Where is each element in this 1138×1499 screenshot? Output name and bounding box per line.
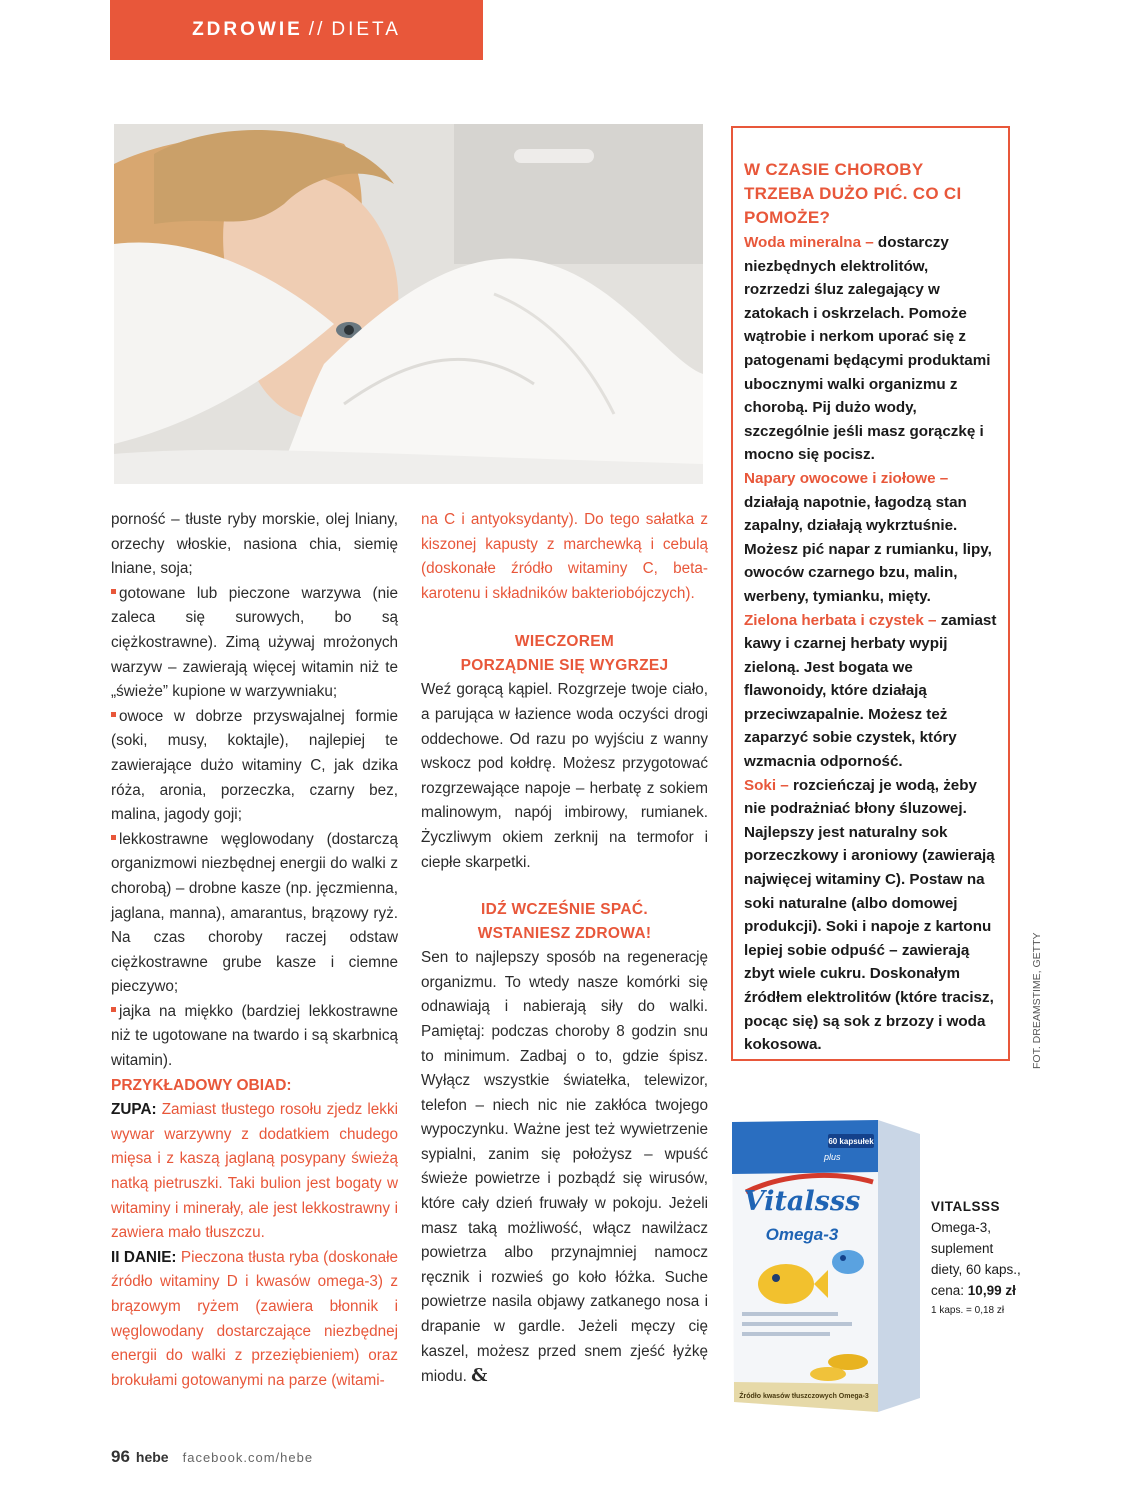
paragraph-text: Sen to najlepszy sposób na regenerację organizmu. To wtedy nasze komórki się odnawiają i nabierają siły do walki. Pamiętaj: podczas choroby 8 godzin snu to minimum. Zadbaj o to, gdzie śpisz. Wyłącz wszystkie światełka, telewizor, telefon – niech nic nie zakłóca twojego wypoczynku. Ważne jest też wywietrzenie sypialni, zanim się położysz – wpuść świeże powietrze i pozbądź się wirusów, które cały dzień fruwały w pokoju. Jeżeli masz taką możliwość, włącz nawilżacz powietrza albo przynajmniej namocz ręcznik i rozwieś go koło łóżka. Suche powietrze nasila objawy zatkanego nosa i drapanie w gardle. Jeżeli męczy cię kaszel, możesz przed snem zjeść łyżkę miodu.	[421, 949, 708, 1386]
article-column-1	[111, 508, 398, 1393]
list-item	[111, 582, 398, 705]
footer-facebook-link[interactable]: facebook.com/hebe	[182, 1450, 314, 1465]
unit-price: 1 kaps. = 0,18 zł	[931, 1305, 1005, 1316]
article-column-2	[421, 508, 708, 1390]
price-label: cena:	[931, 1283, 965, 1298]
sidebar-keyword: Zielona herbata i czystek –	[744, 611, 937, 629]
bullet-square-icon	[111, 712, 116, 717]
supplement-box-illustration	[728, 1112, 924, 1414]
section-header	[110, 0, 483, 60]
sidebar-text: zamiast kawy i czarnej herbaty wypij zieloną. Jest bogata we flawonoidy, które działają przeciwzapalnie. Możesz też zaparzyć sobie czystek, który wzmacnia odporność.	[744, 611, 997, 771]
product-info	[931, 1196, 1041, 1321]
section-heading-evening	[421, 630, 708, 678]
sidebar-text: działają napotnie, łagodzą stan zapalny, działają wykrztuśnie. Możesz pić napar z rumianku, lipy, owoców czarnego bzu, malin, werbeny, tymianku, mięty.	[744, 493, 992, 605]
hero-illustration	[114, 124, 703, 484]
product-desc-line: suplement	[931, 1241, 994, 1256]
sidebar-item	[744, 774, 998, 1057]
paragraph: porność – tłuste ryby morskie, olej lniany, orzechy włoskie, nasiona chia, siemię lniane, soja;	[111, 511, 398, 578]
pack-variant: Omega-3	[765, 1225, 839, 1244]
bullet-square-icon	[111, 835, 116, 840]
page-footer	[111, 1447, 313, 1467]
photo-credit	[1031, 929, 1045, 1069]
product-price-line	[931, 1280, 1041, 1301]
sidebar-text: rozcieńczaj je wodą, żeby nie podrażniać błony śluzowej. Najlepszy jest naturalny sok porzeczkowy i aroniowy (zawierają najwięcej witaminy C). Postaw na soki naturalne (albo domowej produkcji). Soki i napoje z kartonu lepiej sobie odpuść – zawierają zbyt wiele cukru. Doskonałym źródłem elektrolitów (które tracisz, pocąc się) są sok z brzozy i woda kokosowa.	[744, 776, 995, 1054]
product-package-image	[728, 1112, 924, 1414]
photo-credit-text: FOT. DREAMSTIME, GETTY	[1031, 932, 1043, 1069]
product-price: 10,99 zł	[967, 1283, 1016, 1298]
heading-line: IDŹ WCZEŚNIE SPAĆ.	[480, 901, 648, 919]
soup-text: Zamiast tłustego rosołu zjedz lekki wywar warzywny z dodatkiem chudego mięsa i z kaszą jaglaną posypany świeżą natką pietruszki. Taki bulion jest bogaty w witaminy i minerały, ale jest lekkostrawny i zawiera mało tłuszczu.	[111, 1101, 399, 1242]
pack-brand-plus: plus	[824, 1152, 841, 1162]
list-item	[111, 828, 398, 1000]
bullet-square-icon	[111, 589, 116, 594]
sidebar-keyword: Woda mineralna –	[744, 234, 874, 251]
list-item-text: owoce w dobrze przyswajalnej formie (soki, musy, koktajle), najlepiej te zawierające dużo witaminy C, jak dzika róża, aronia, porzeczka, czarny bez, malina, jagody goji;	[111, 707, 398, 824]
hydration-sidebar	[731, 126, 1010, 1061]
product-desc-line: Omega-3,	[931, 1220, 992, 1235]
product-desc-line: diety, 60 kaps.,	[931, 1262, 1021, 1277]
example-dinner-heading: PRZYKŁADOWY OBIAD:	[111, 1076, 292, 1094]
heading-line: PORZĄDNIE SIĘ WYGRZEJ	[460, 657, 669, 675]
section-separator: //	[308, 19, 326, 40]
section-heading-sleep	[421, 898, 708, 946]
heading-line: WSTANIESZ ZDROWA!	[477, 925, 652, 943]
paragraph: Weź gorącą kąpiel. Rozgrzeje twoje ciało, a parująca w łazience woda oczyści drogi oddechowe. Od razu po wyjściu z wanny wskocz pod kołdrę. Możesz przygotować rozgrzewające napoje – herbatę z sokiem malinowym, napój imbirowy, rumianek. Życzliwym okiem zerknij na termofor i ciepłe skarpetki.	[421, 681, 708, 871]
hero-photo-woman-in-bed	[114, 124, 703, 484]
bullet-square-icon	[111, 1007, 116, 1012]
sidebar-keyword: Napary owocowe i ziołowe –	[744, 469, 949, 487]
main-dish-label: II DANIE:	[111, 1248, 177, 1266]
sidebar-item	[744, 609, 998, 774]
main-dish-continued: na C i antyoksydanty). Do tego sałatka z kiszonej kapusty z marchewką i cebulą (doskonałe źródło witaminy C, beta-karotenu i składników bakteriobójczych).	[421, 511, 708, 602]
main-dish-paragraph	[111, 1246, 398, 1394]
list-item-text: jajka na miękko (bardziej lekkostrawne niż te ugotowane na twardo i są skarbnicą witamin).	[111, 1002, 398, 1070]
sidebar-item	[744, 467, 998, 609]
sidebar-title: W CZASIE CHOROBY TRZEBA DUŻO PIĆ. CO CI POMOŻE?	[744, 160, 962, 227]
product-name: VITALSSS	[931, 1199, 1001, 1214]
heading-line: WIECZOREM	[514, 633, 615, 651]
pack-brand: Vitalsss	[743, 1186, 861, 1217]
pack-count-label: 60 kapsułek	[828, 1137, 874, 1146]
list-item	[111, 1000, 398, 1074]
sidebar-keyword: Soki –	[744, 776, 789, 794]
pack-footer-text: Źródło kwasów tłuszczowych Omega-3	[739, 1393, 869, 1400]
soup-label: ZUPA:	[111, 1101, 157, 1119]
section-name: ZDROWIE	[192, 19, 303, 40]
list-item-text: gotowane lub pieczone warzywa (nie zaleca się surowych, bo są ciężkostrawne). Zimą używaj mrożonych warzyw – zawierają więcej witamin niż te „świeże” kupione w warzywniaku;	[111, 584, 398, 701]
sidebar-item	[744, 231, 998, 467]
list-item-text: lekkostrawne węglowodany (dostarczą organizmowi niezbędnej energii do walki z chorobą) – drobne kasze (np. jęczmienna, jaglana, manna), amarantus, brązowy ryż. Na czas choroby raczej odstaw ciężkostrawne grube kasze i ciemne pieczywo;	[111, 830, 398, 996]
paragraph	[421, 946, 708, 1390]
sidebar-text: dostarczy niezbędnych elektrolitów, rozrzedzi śluz zalegający w zatokach i oskrzelach. Pomoże wątrobie i nerkom uporać się z patogenami będącymi produktami ubocznymi walki organizmu z chorobą. Pij dużo wody, szczególnie jeśli masz gorączkę i mocno się pocisz.	[744, 234, 991, 464]
subsection-name: DIETA	[331, 19, 401, 40]
page-number: 96	[111, 1447, 130, 1466]
main-dish-text: Pieczona tłusta ryba (doskonałe źródło witaminy D i kwasów omega-3) z brązowym ryżem (zawiera błonnik i węglowodany dostarczające niezbędnej energii do walki z przeziębieniem) oraz brokułami gotowanymi na parze (witami-	[111, 1248, 398, 1389]
list-item	[111, 705, 398, 828]
end-mark-icon: &	[471, 1365, 488, 1387]
soup-paragraph	[111, 1098, 398, 1246]
footer-brand: hebe	[135, 1449, 169, 1465]
